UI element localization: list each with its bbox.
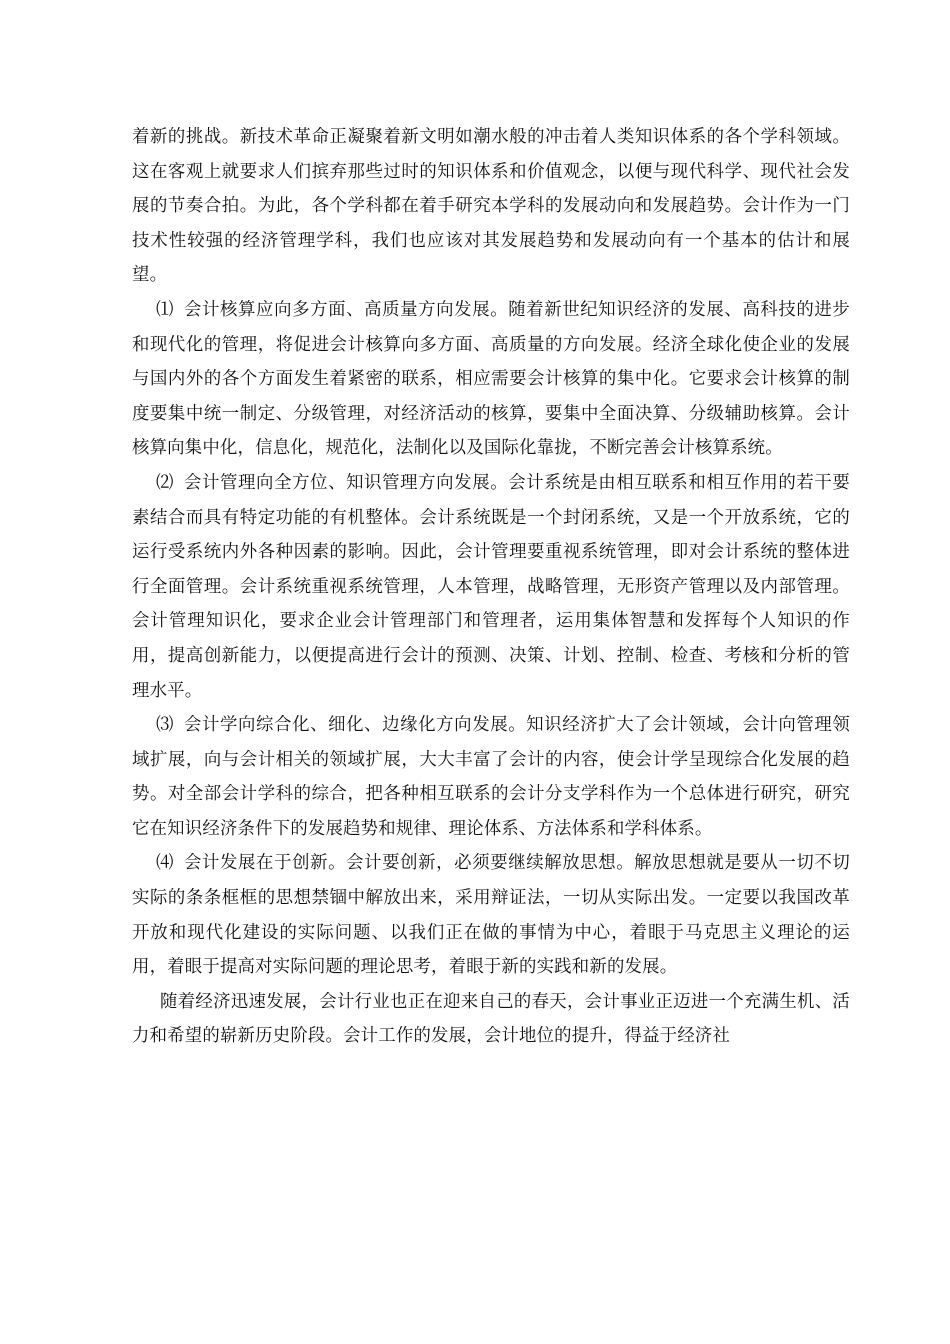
paragraph-text: 随着经济迅速发展，会计行业也正在迎来自己的春天，会计事业正迈进一个充满生机、活力和希望的崭新历史阶段。会计工作的发展，会计地位的提升，得益于经济社 bbox=[132, 991, 850, 1047]
paragraph-number: ⑶ bbox=[156, 715, 174, 736]
paragraph-closing bbox=[132, 985, 850, 1054]
paragraph-item-1 bbox=[132, 293, 850, 466]
paragraph-text: 着新的挑战。新技术革命正凝聚着新文明如潮水般的冲击着人类知识体系的各个学科领域。这在客观上就要求人们摈弃那些过时的知识体系和价值观念，以便与现代科学、现代社会发展的节奏合拍。为此，各个学科都在着手研究本学科的发展动向和发展趋势。会计作为一门技术性较强的经济管理学科，我们也应该对其发展趋势和发展动向有一个基本的估计和展望。 bbox=[132, 127, 850, 286]
paragraph-item-2 bbox=[132, 466, 850, 708]
paragraph-item-3 bbox=[132, 708, 850, 846]
document-page bbox=[132, 120, 850, 1054]
paragraph-text: 会计学向综合化、细化、边缘化方向发展。知识经济扩大了会计领域，会计向管理领域扩展，向与会计相关的领域扩展，大大丰富了会计的内容，使会计学呈现综合化发展的趋势。对全部会计学科的综合，把各种相互联系的会计分支学科作为一个总体进行研究，研究它在知识经济条件下的发展趋势和规律、理论体系、方法体系和学科体系。 bbox=[132, 715, 850, 839]
paragraph-text: 会计管理向全方位、知识管理方向发展。会计系统是由相互联系和相互作用的若干要素结合而具有特定功能的有机整体。会计系统既是一个封闭系统，又是一个开放系统，它的运行受系统内外各种因素的影响。因此，会计管理要重视系统管理，即对会计系统的整体进行全面管理。会计系统重视系统管理，人本管理，战略管理，无形资产管理以及内部管理。会计管理知识化，要求企业会计管理部门和管理者，运用集体智慧和发挥每个人知识的作用，提高创新能力，以便提高进行会计的预测、决策、计划、控制、检查、考核和分析的管理水平。 bbox=[132, 472, 850, 701]
paragraph-item-4 bbox=[132, 846, 850, 984]
paragraph-text: 会计核算应向多方面、高质量方向发展。随着新世纪知识经济的发展、高科技的进步和现代化的管理，将促进会计核算向多方面、高质量的方向发展。经济全球化使企业的发展与国内外的各个方面发生着紧密的联系，相应需要会计核算的集中化。它要求会计核算的制度要集中统一制定、分级管理，对经济活动的核算，要集中全面决算、分级辅助核算。会计核算向集中化，信息化，规范化，法制化以及国际化靠拢，不断完善会计核算系统。 bbox=[132, 299, 850, 459]
paragraph-text: 会计发展在于创新。会计要创新，必须要继续解放思想。解放思想就是要从一切不切实际的条条框框的思想禁锢中解放出来，采用辩证法，一切从实际出发。一定要以我国改革开放和现代化建设的实际问题、以我们正在做的事情为中心，着眼于马克思主义理论的运用，着眼于提高对实际问题的理论思考，着眼于新的实践和新的发展。 bbox=[132, 853, 850, 978]
paragraph-intro bbox=[132, 120, 850, 293]
paragraph-number: ⑷ bbox=[156, 853, 174, 874]
paragraph-number: ⑴ bbox=[156, 299, 174, 320]
paragraph-number: ⑵ bbox=[156, 472, 174, 493]
